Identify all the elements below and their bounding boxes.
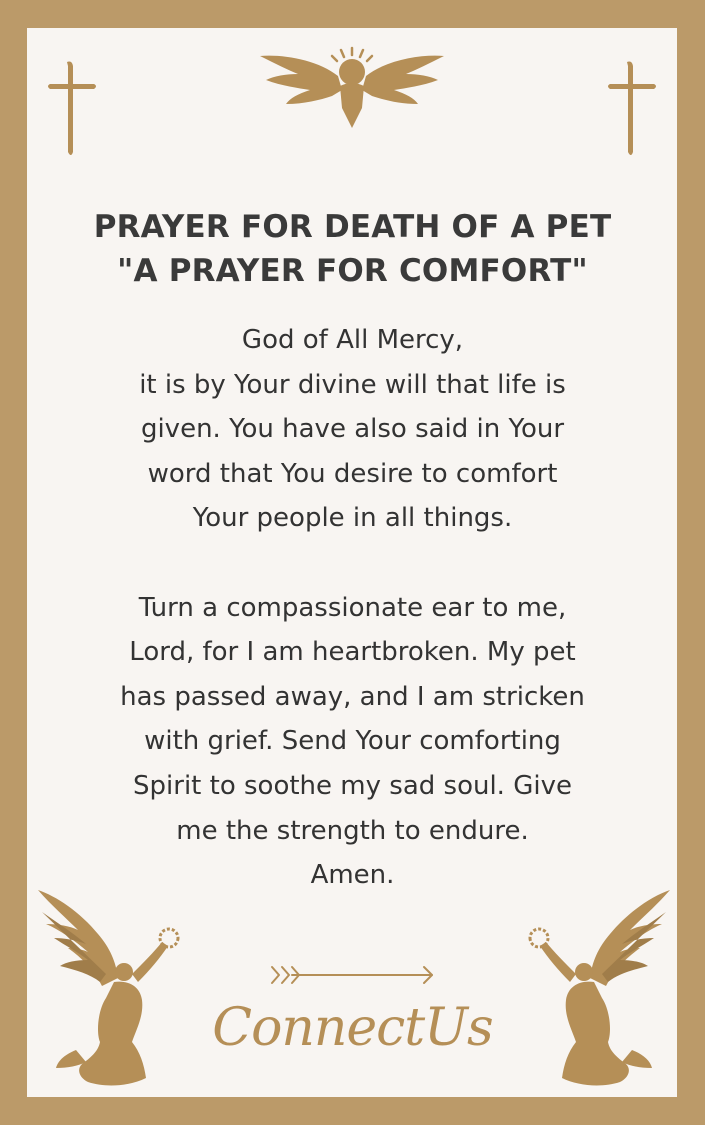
prayer-line: with grief. Send Your comforting <box>144 726 561 757</box>
prayer-body <box>60 318 645 898</box>
arrow-icon <box>270 963 436 987</box>
angel-icon-left <box>36 882 186 1092</box>
prayer-line: Turn a compassionate ear to me, <box>138 592 567 623</box>
prayer-line: it is by Your divine will that life is <box>139 369 566 400</box>
prayer-line: me the strength to endure. <box>176 815 529 846</box>
prayer-line: Spirit to soothe my sad soul. Give <box>133 770 572 801</box>
prayer-line: given. You have also said in Your <box>140 414 565 445</box>
title-line-1: PRAYER FOR DEATH OF A PET <box>93 209 612 245</box>
angel-icon-right <box>522 882 672 1092</box>
paragraph-gap <box>60 541 645 586</box>
prayer-line: Lord, for I am heartbroken. My pet <box>129 637 576 668</box>
cross-icon-left <box>46 60 98 158</box>
prayer-line: Amen. <box>310 860 395 891</box>
title-line-2: "A PRAYER FOR COMFORT" <box>117 253 588 289</box>
prayer-line: has passed away, and I am stricken <box>120 681 585 712</box>
prayer-line: word that You desire to comfort <box>147 458 558 489</box>
prayer-line: God of All Mercy, <box>241 325 464 355</box>
eagle-sun-icon <box>258 46 446 130</box>
title-block <box>0 205 705 293</box>
brand-logo: ConnectUs <box>212 998 493 1058</box>
prayer-line: Your people in all things. <box>192 503 513 534</box>
cross-icon-right <box>606 60 658 158</box>
